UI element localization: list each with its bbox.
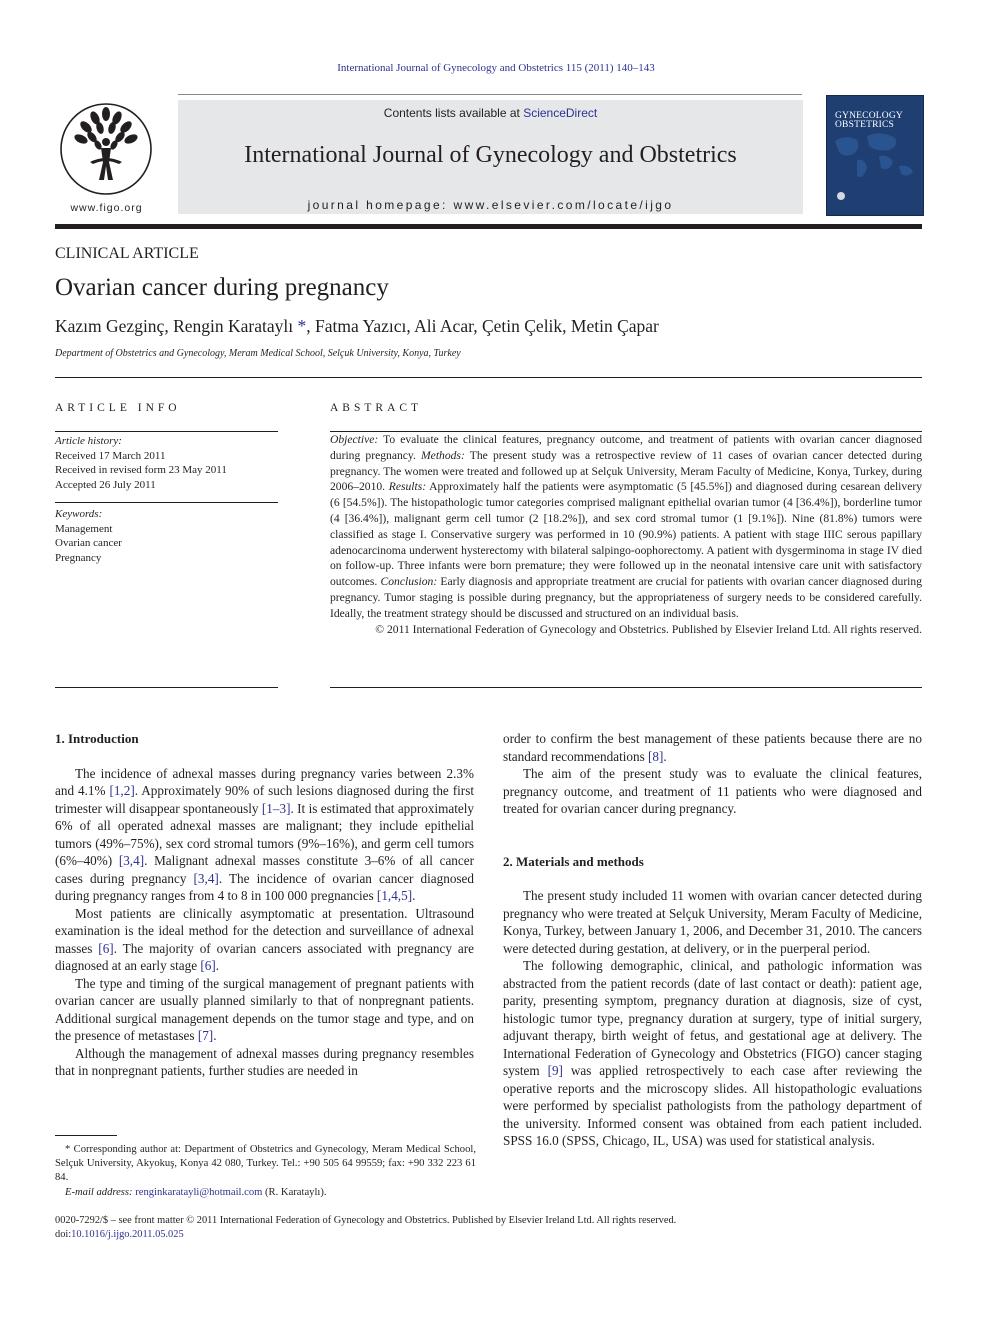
abstract-rule: [330, 687, 922, 688]
email-link[interactable]: renginkaratayli@hotmail.com: [135, 1186, 263, 1198]
email-label: E-mail address:: [65, 1186, 136, 1198]
citation-link[interactable]: [8]: [648, 748, 664, 764]
keywords-label: Keywords:: [55, 508, 103, 520]
methods-text: The present study was a retrospective review of 11 cases of ovarian cancer detected during pregnancy. The women were treated and followed up at Selçuk University, Meram Faculty of Medicine, Konya, Turkey, during 2006–2010.: [330, 448, 922, 494]
author-list: [55, 316, 659, 337]
paragraph-text: . Malignant adnexal masses constitute 3–6% of all cancer cases during pregnancy: [55, 853, 474, 886]
body-paragraph: [55, 975, 474, 1045]
paragraph-text: . It is estimated that approximately 6% of all operated adnexal masses are malignant; they include epithelial tumors (49%–75%), sex cord stromal tumors (9%–16%), and germ cell tumors (6%–40%): [55, 800, 474, 868]
citation-link[interactable]: [6]: [200, 958, 216, 973]
journal-banner: [178, 100, 803, 214]
doi-link[interactable]: 10.1016/j.ijgo.2011.05.025: [71, 1229, 184, 1240]
cover-title-line1: GYNECOLOGY: [835, 111, 903, 121]
authors-first: Kazım Gezginç, Rengin Karataylı: [55, 316, 298, 336]
paragraph-text: .: [663, 748, 667, 764]
abstract-copyright: © 2011 International Federation of Gynecology and Obstetrics. Published by Elsevier Ireland Ltd. All rights reserved.: [375, 622, 922, 636]
accepted-date: Accepted 26 July 2011: [55, 478, 156, 491]
keyword-item: Management: [55, 522, 113, 535]
header-thick-rule: [55, 224, 922, 229]
abstract-heading: ABSTRACT: [330, 402, 423, 414]
sciencedirect-link[interactable]: ScienceDirect: [523, 106, 598, 120]
citation-link[interactable]: [3,4]: [118, 853, 145, 868]
article-title: Ovarian cancer during pregnancy: [55, 274, 389, 301]
methods-label: Methods:: [421, 448, 465, 462]
journal-homepage[interactable]: journal homepage: www.elsevier.com/locate/ijgo: [307, 198, 674, 212]
footnote-text: * Corresponding author at: Department of Obstetrics and Gynecology, Meram Medical School, Selçuk University, Akyokuş, Konya 42 080, Turkey. Tel.: +90 505 64 99559; fax: +90 332 223 61 84.: [55, 1144, 476, 1184]
article-info-heading: ARTICLE INFO: [55, 402, 181, 414]
body-paragraph: [503, 957, 922, 1150]
info-rule: [55, 687, 278, 688]
paragraph-text: . Approximately 90% of such lesions diagnosed during the first trimester will disappear spontaneously: [55, 783, 474, 816]
affiliation: Department of Obstetrics and Gynecology, Meram Medical School, Selçuk University, Konya, Turkey: [55, 348, 461, 359]
citation-link[interactable]: [6]: [98, 940, 114, 956]
doi-prefix: doi:: [55, 1229, 72, 1240]
email-suffix: (R. Karataylı).: [262, 1186, 327, 1198]
citation-link[interactable]: [3,4]: [193, 870, 219, 886]
journal-title: International Journal of Gynecology and Obstetrics: [244, 142, 737, 168]
header-rule: [178, 94, 802, 95]
paragraph-text: .: [215, 958, 220, 973]
results-label: Results:: [388, 480, 427, 494]
cover-title-line2: OBSTETRICS: [835, 120, 895, 130]
paragraph-text: The type and timing of the surgical management of pregnant patients with ovarian cancer are usually planned similarly to that of nonpregnant patients. Additional surgical management depends on the tumor stage and type, and on the presence of metastases: [55, 975, 474, 1043]
paragraph-text: The following demographic, clinical, and pathologic information was abstracted from the patient records (date of last contact or death): patient age, parity, presenting symptom, pregnancy duration at diagnosis, size of cyst, histologic tumor type, pregnancy duration at surgery, type of initial surgery, adjuvant therapy, birth weight of fetus, and gestational age at delivery. The International Federation of Gynecology and Obstetrics (FIGO) cancer staging system: [503, 958, 922, 1078]
objective-text: To evaluate the clinical features, pregnancy outcome, and treatment of patients with ovarian cancer diagnosed during pregnancy.: [330, 433, 922, 462]
results-text: Approximately half the patients were asymptomatic (5 [45.5%]) and diagnosed during cesarean delivery (6 [54.5%]). The histopathologic tumor categories comprised malignant epithelial ovarian tumor (4 [36.4%]), borderline tumor (4 [36.4%]), malignant germ cell tumor (2 [18.2%]), and sex cord stromal tumor (1 [9.1%]). Nine (81.8%) tumors were classified as stage I. Conservative surgery was performed in 10 (90.9%) patients. A patient with stage IIIC serous papillary adenocarcinoma underwent hysterectomy with bilateral salpingo-oophorectomy. A patient with dysgerminoma in stage IV died on follow-up. Three infants were born premature; they were followed up in the neonatal intensive care unit with satisfactory outcomes.: [330, 480, 923, 589]
conclusion-text: Early diagnosis and appropriate treatment are crucial for patients with ovarian cancer diagnosed during pregnancy. Tumor staging is possible during pregnancy, but the appropriateness of surgery needs to be considered carefully. Ideally, the treatment strategy should be discussed and structured on an individual basis.: [330, 575, 922, 620]
body-paragraph: [55, 765, 474, 905]
body-column-right: [503, 730, 922, 1150]
body-paragraph: Although the management of adnexal masses during pregnancy resembles that in nonpregnant patients, further studies are needed in: [55, 1045, 474, 1078]
doi-line: [55, 1228, 922, 1242]
citation-link[interactable]: [1,2]: [109, 783, 135, 798]
citation-link[interactable]: [9]: [547, 1063, 563, 1078]
paragraph-text: was applied retrospectively to each case after reviewing the operative reports and the microscopy slides. All histopathologic evaluations were performed by specialist pathologists from the pathology department of the university. Informed consent was obtained from each patient included. SPSS 16.0 (SPSS, Chicago, IL, USA) was used for statistical analysis.: [503, 1063, 923, 1148]
paragraph-text: order to confirm the best management of these patients because there are no standard recommendations: [503, 731, 922, 764]
article-history: [55, 434, 280, 492]
body-paragraph: The present study included 11 women with ovarian cancer detected during pregnancy who were treated at Selçuk University, Meram Faculty of Medicine, Konya, Turkey, between January 1, 2006, and December 31, 2010. The cancers were detected during gestation, at delivery, or in the puerperal period.: [503, 888, 922, 956]
keyword-item: Pregnancy: [55, 551, 102, 564]
body-paragraph: [55, 905, 474, 975]
conclusion-label: Conclusion:: [380, 575, 438, 589]
heading-rule: [55, 377, 922, 378]
methods-heading: 2. Materials and methods: [503, 853, 644, 869]
paragraph-text: The incidence of adnexal masses during pregnancy varies between 2.3% and 4.1%: [55, 765, 474, 798]
body-paragraph: The aim of the present study was to evaluate the clinical features, pregnancy outcome, and treatment of 11 patients who were diagnosed and treated for ovarian cancer during pregnancy.: [503, 766, 922, 816]
figo-logo[interactable]: [55, 102, 158, 217]
paragraph-text: . The majority of ovarian cancers associated with pregnancy are diagnosed at an early stage: [55, 940, 474, 973]
paragraph-text: .: [213, 1028, 217, 1043]
keyword-item: Ovarian cancer: [55, 537, 122, 549]
abstract-paragraph: [330, 432, 922, 622]
issn-line: 0020-7292/$ – see front matter © 2011 International Federation of Gynecology and Obstetrics. Published by Elsevier Ireland Ltd. All rights reserved.: [55, 1215, 677, 1226]
introduction-heading: 1. Introduction: [55, 731, 139, 746]
contents-line: [178, 106, 803, 120]
journal-cover[interactable]: [826, 95, 924, 216]
authors-rest: , Fatma Yazıcı, Ali Acar, Çetin Çelik, Metin Çapar: [306, 316, 659, 336]
objective-label: Objective:: [330, 433, 379, 446]
history-label: Article history:: [55, 435, 122, 447]
article-type: CLINICAL ARTICLE: [55, 245, 199, 262]
journal-citation[interactable]: International Journal of Gynecology and Obstetrics 115 (2011) 140–143: [337, 62, 655, 74]
figo-tree-icon: [55, 102, 158, 200]
citation-link[interactable]: [1–3]: [261, 800, 291, 816]
body-paragraph: [503, 730, 922, 765]
info-rule: [55, 502, 278, 503]
cover-title: [835, 112, 917, 130]
info-rule: [55, 431, 278, 432]
citation-link[interactable]: [7]: [197, 1028, 214, 1043]
corresponding-author-marker[interactable]: *: [297, 316, 307, 336]
citation-link[interactable]: [1,4,5]: [376, 888, 413, 903]
received-date: Received 17 March 2011: [55, 449, 166, 462]
paragraph-text: Most patients are clinically asymptomatic at presentation. Ultrasound examination is the ideal method for the detection and surveillance of adnexal masses: [55, 905, 474, 956]
paragraph-text: . The incidence of ovarian cancer diagnosed during pregnancy ranges from 4 to 8 in 100 000 pregnancies: [55, 870, 474, 903]
keywords: [55, 507, 280, 565]
footnote-email-line: [55, 1186, 476, 1200]
body-column-left: [55, 730, 474, 1080]
abstract-body: [330, 432, 922, 637]
paragraph-text: .: [412, 888, 416, 903]
corresponding-author-footnote: [55, 1143, 476, 1200]
footnote-rule: [55, 1135, 117, 1136]
revised-date: Received in revised form 23 May 2011: [55, 464, 227, 476]
bottom-info: [55, 1214, 922, 1242]
contents-prefix: Contents lists available at: [383, 106, 524, 120]
figo-url: www.figo.org: [70, 202, 143, 214]
